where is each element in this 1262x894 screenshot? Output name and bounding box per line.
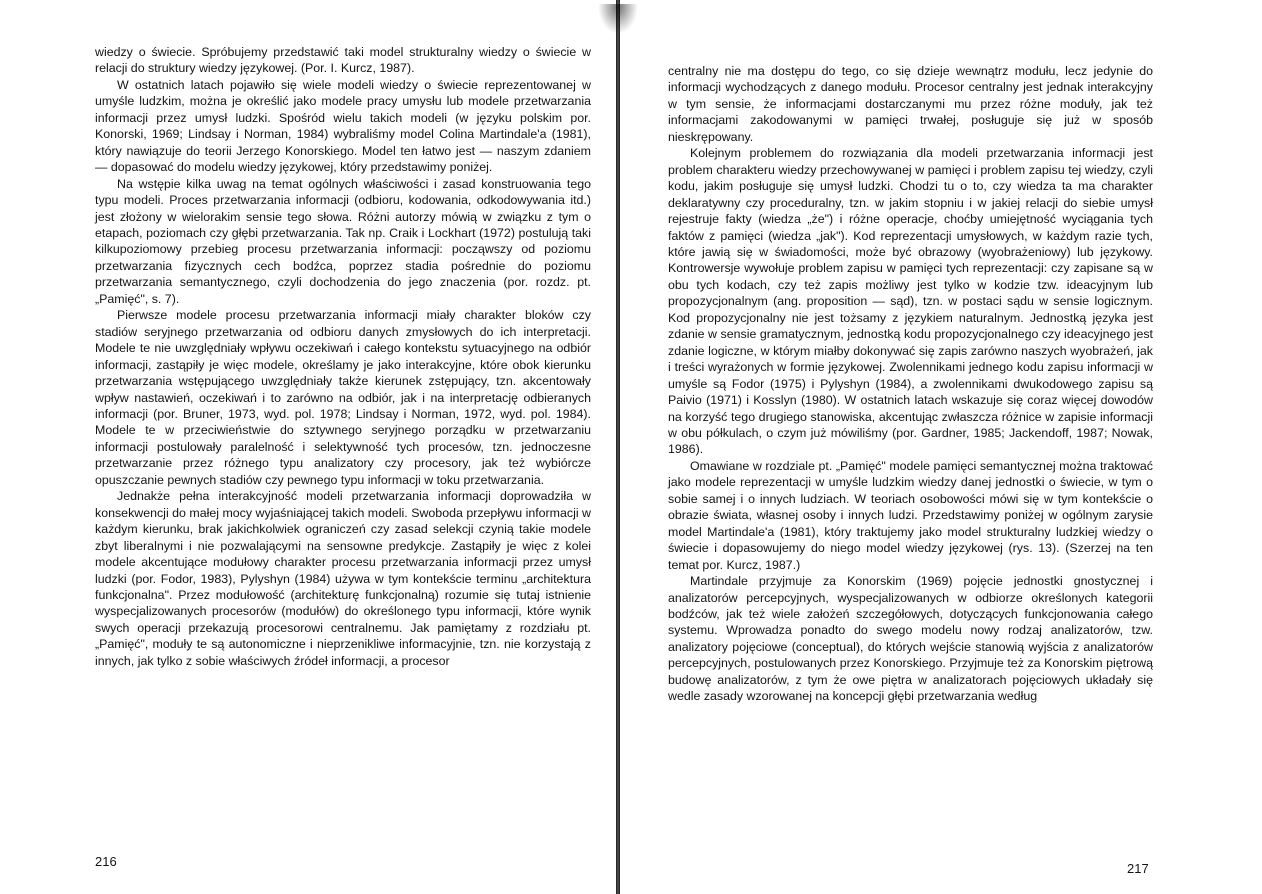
paragraph: W ostatnich latach pojawiło się wiele modeli wiedzy o świecie reprezentowanej w umyśle ludzkim, można je określić jako modele pracy umysłu lub modele przetwarzania informacji przez umysł ludzki. Spośród wielu takich modeli (w języku polskim por. Konorski, 1969; Lindsay i Norman, 1984) wybraliśmy model Colina Martindale'a (1981), który nawiązuje do teorii Jerzego Konorskiego. Model ten łatwo jest — naszym zdaniem — dopasować do modelu wiedzy językowej, który przedstawimy poniżej. — [95, 77, 591, 175]
paragraph: Jednakże pełna interakcyjność modeli przetwarzania informacji doprowadziła w konsekwencji do małej mocy wyjaśniającej takich modeli. Swoboda przepływu informacji w każdym kierunku, brak jakichkolwiek ograniczeń czy zasad selekcji czynią takie modele zbyt liberalnymi i nie pozwalającymi na sensowne predykcje. Zastąpiły je więc z kolei modele akcentujące modułowy charakter procesu przetwarzania informacji przez umysł ludzki (por. Fodor, 1983), Pylyshyn (1984) używa w tym kontekście terminu „architektura funkcjonalna". Przez modułowość (architekturę funkcjonalną) rozumie się tutaj istnienie wyspecjalizowanych procesorów (modułów) do określonego typu informacji, które wynik swych operacji przekazują procesorowi centralnemu. Jak pamiętamy z rozdziału pt. „Pamięć", moduły te są autonomiczne i nieprzenikliwe informacyjnie, tzn. nie korzystają z innych, jak tylko z sobie właściwych źródeł informacji, a procesor — [95, 489, 591, 668]
right-page-text — [668, 63, 1153, 705]
paragraph: wiedzy o świecie. Spróbujemy przedstawić taki model strukturalny wiedzy o świecie w relacji do struktury wiedzy językowej. (Por. I. Kurcz, 1987). — [95, 45, 591, 76]
paragraph: centralny nie ma dostępu do tego, co się dzieje wewnątrz modułu, lecz jedynie do informacji wychodzących z danego modułu. Procesor centralny jest jednak interakcyjny w tym sensie, że informacjami dostarczanymi mu przez różne moduły, jak też informacjami zakodowanymi w pamięci trwałej, posługuje się już w sposób nieskrępowany. — [668, 64, 1153, 144]
paragraph: Kolejnym problemem do rozwiązania dla modeli przetwarzania informacji jest problem charakteru wiedzy przechowywanej w pamięci i problem zapisu tej wiedzy, czyli kodu, jakim posługuje się umysł ludzki. Chodzi tu o to, czy wiedza ta ma charakter deklaratywny czy proceduralny, tzn. w jakim stopniu i w jakiej relacji do siebie umysł rejestruje fakty (wiedza „że") i różne operacje, choćby umiejętność wyciągania tych faktów z pamięci (wiedza „jak"). Kod reprezentacji umysłowych, w każdym razie tych, które jawią się w świadomości, może być obrazowy (wyobrażeniowy) lub językowy. Kontrowersje wywołuje problem zapisu w pamięci tych reprezentacji: czy zapisane są w obu tych kodach, czy też zapis możliwy jest tylko w kodzie tzw. ideacyjnym lub propozycjonalnym (ang. proposition — sąd), tzn. w postaci sądu w sensie logicznym. Kod propozycjonalny nie jest tożsamy z językiem naturalnym. Jednostką języka jest zdanie w sensie gramatycznym, jednostką kodu propozycjonalnego czy ideacyjnego jest zdanie logiczne, w którym miałby dokonywać się zapis zarówno naszych wyobrażeń, jak i treści wyrażonych w formie językowej. Zwolennikami jednego kodu zapisu informacji w umyśle są Fodor (1975) i Pylyshyn (1984), a zwolennikami dwukodowego zapisu są Paivio (1971) i Kosslyn (1980). W ostatnich latach wskazuje się coraz więcej dowodów na korzyść tego drugiego stanowiska, akcentując zwłaszcza różnice w zapisie informacji w obu półkulach, o czym już mówiliśmy (por. Gardner, 1985; Jackendoff, 1987; Nowak, 1986). — [668, 146, 1153, 457]
right-page — [620, 0, 1262, 894]
left-page — [0, 0, 616, 894]
paragraph: Martindale przyjmuje za Konorskim (1969) pojęcie jednostki gnostycznej i analizatorów percepcyjnych, wyspecjalizowanych w odbiorze określonych kategorii bodźców, jak też wiele założeń szczegółowych, dotyczących funkcjonowania całego systemu. Wprowadza ponadto do swego modelu nowy rodzaj analizatorów, tzw. analizatory pojęciowe (conceptual), do których wejście stanowią wyjścia z analizatorów percepcyjnych, postulowanych przez Konorskiego. Przyjmuje też za Konorskim piętrową budowę analizatorów, z tym że owe piętra w analizatorach pojęciowych układały się wedle zasady wzorowanej na koncepcji głębi przetwarzania według — [668, 574, 1153, 704]
page-number-left: 216 — [95, 854, 117, 869]
paragraph: Na wstępie kilka uwag na temat ogólnych właściwości i zasad konstruowania tego typu modeli. Proces przetwarzania informacji (odbioru, kodowania, odkodowywania itd.) jest złożony w wielorakim sensie tego słowa. Różni autorzy mówią w związku z tym o etapach, poziomach czy głębi przetwarzania. Tak np. Craik i Lockhart (1972) postulują taki kilkupoziomowy przebieg procesu przetwarzania informacji: począwszy od poziomu przetwarzania fizycznych cech bodźca, poprzez stadia pośrednie do poziomu przetwarzania semantycznego, czyli dochodzenia do jego znaczenia (por. rozdz. pt. „Pamięć", s. 7). — [95, 176, 591, 306]
paragraph: Pierwsze modele procesu przetwarzania informacji miały charakter bloków czy stadiów seryjnego przetwarzania od odbioru danych zmysłowych do ich interpretacji. Modele te nie uwzględniały wpływu oczekiwań i całego kontekstu sytuacyjnego na odbiór informacji, zastąpiły je więc modele, określamy je jako interakcyjne, które obok kierunku przetwarzania wstępującego uwzględniały także kierunek zstępujący, tzn. akcentowały wpływ nastawień, oczekiwań i to zarówno na odbiór, jak i na interpretację odbieranych informacji (por. Bruner, 1973, wyd. pol. 1978; Lindsay i Norman, 1972, wyd. pol. 1984). Modele te w przeciwieństwie do sztywnego seryjnego porządku w przetwarzaniu informacji postulowały paralelność i selektywność tych procesów, tzn. jednoczesne przetwarzanie przez różnego typu analizatory czy procesory, jak też wybiórcze opuszczanie pewnych stadiów czy pewnego typu informacji w toku przetwarzania. — [95, 308, 591, 487]
paragraph: Omawiane w rozdziale pt. „Pamięć" modele pamięci semantycznej można traktować jako modele reprezentacji w umyśle ludzkim wiedzy danej jednostki o świecie, w tym o sobie samej i o innych ludziach. W teoriach osobowości mówi się w tym kontekście o obrazie świata, własnej osoby i innych ludzi. Przedstawimy poniżej w ogólnym zarysie model Martindale'a (1981), który traktujemy jako model strukturalny ludzkiej wiedzy o świecie i dopasowujemy do niego model wiedzy językowej (rys. 13). (Szerzej na ten temat por. Kurcz, 1987.) — [668, 458, 1153, 572]
left-page-text — [95, 44, 591, 669]
page-number-right: 217 — [1127, 861, 1149, 876]
